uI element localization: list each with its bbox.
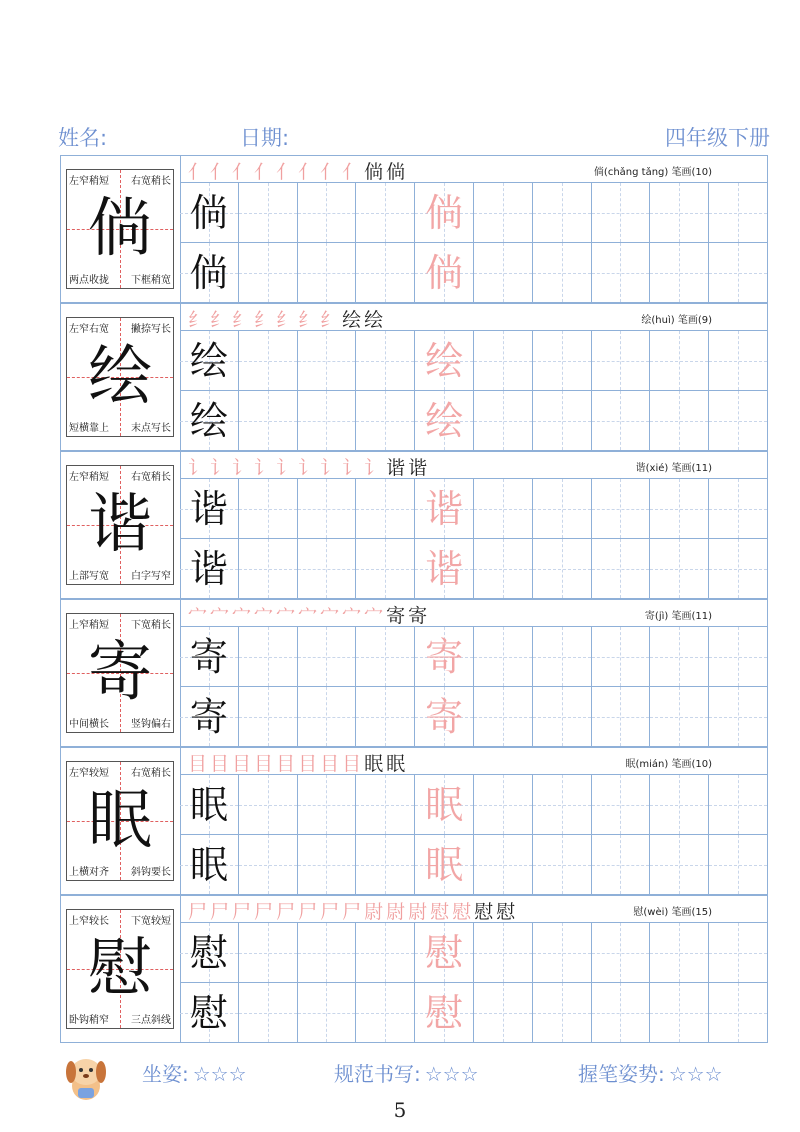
writing-tip: 斜钩要长 [131, 863, 171, 878]
stroke-step: 宀 [364, 605, 387, 627]
stroke-order-row [180, 895, 768, 923]
writing-cell[interactable] [239, 331, 298, 391]
writing-cell[interactable] [533, 687, 592, 747]
trace-character: 绘 [425, 399, 464, 443]
writing-cell[interactable] [356, 835, 415, 895]
practice-block [60, 155, 768, 303]
writing-cell[interactable] [180, 923, 239, 983]
model-character: 眠 [88, 784, 152, 858]
writing-cell[interactable] [533, 983, 592, 1043]
writing-cell[interactable] [356, 775, 415, 835]
writing-cell[interactable] [592, 983, 651, 1043]
writing-cell[interactable] [709, 627, 768, 687]
writing-cell[interactable] [239, 983, 298, 1043]
writing-cell[interactable] [298, 391, 357, 451]
writing-cell[interactable] [650, 923, 709, 983]
writing-tip: 右宽稍长 [131, 172, 171, 187]
writing-cell[interactable] [709, 835, 768, 895]
writing-cell[interactable] [356, 983, 415, 1043]
writing-cell[interactable] [474, 923, 533, 983]
stroke-step: 亻 [188, 161, 211, 183]
writing-cell[interactable] [592, 539, 651, 599]
writing-cell[interactable] [356, 479, 415, 539]
stroke-step: 纟 [298, 309, 321, 331]
grade-label: 四年级下册 [665, 126, 770, 150]
writing-tip: 两点收拢 [69, 271, 109, 286]
stroke-step: 亻 [254, 161, 277, 183]
writing-cell[interactable] [180, 687, 239, 747]
writing-cell[interactable] [533, 479, 592, 539]
stroke-step: 纟 [188, 309, 211, 331]
sample-character: 谐 [189, 487, 228, 531]
writing-cell[interactable] [180, 183, 239, 243]
stroke-step: 尸 [342, 901, 365, 923]
stroke-step: 眠 [364, 753, 387, 775]
stroke-step: 尸 [320, 901, 343, 923]
model-character: 谐 [88, 488, 152, 562]
date-label: 日期: [240, 126, 290, 150]
writing-cell[interactable] [533, 183, 592, 243]
writing-cell[interactable] [709, 391, 768, 451]
trace-character: 谐 [425, 487, 464, 531]
writing-cell[interactable] [592, 923, 651, 983]
practice-grid [180, 331, 768, 451]
writing-cell[interactable] [533, 835, 592, 895]
stroke-step: 寄 [386, 605, 409, 627]
writing-cell[interactable] [592, 627, 651, 687]
writing-cell[interactable] [356, 539, 415, 599]
writing-tip: 左窄稍短 [69, 172, 109, 187]
stroke-step: 亻 [298, 161, 321, 183]
writing-cell[interactable] [592, 479, 651, 539]
stroke-step: 讠 [276, 457, 299, 479]
writing-tip: 卧钩稍窄 [69, 1011, 109, 1026]
star-rating[interactable]: ☆☆☆ [424, 1062, 479, 1086]
sample-character: 绘 [189, 399, 228, 443]
stroke-step: 纟 [320, 309, 343, 331]
stroke-step: 亻 [232, 161, 255, 183]
writing-cell[interactable] [709, 687, 768, 747]
stroke-step: 慰 [452, 901, 475, 923]
stroke-step: 讠 [298, 457, 321, 479]
writing-cell[interactable] [474, 183, 533, 243]
writing-cell[interactable] [650, 687, 709, 747]
writing-cell[interactable] [650, 479, 709, 539]
writing-cell[interactable] [180, 331, 239, 391]
writing-tip: 竖钩偏右 [131, 715, 171, 730]
pinyin-stroke-info: 眠(mián) 笔画(10) [625, 759, 712, 770]
stroke-step: 纟 [232, 309, 255, 331]
writing-cell[interactable] [356, 243, 415, 303]
stroke-step: 尸 [276, 901, 299, 923]
writing-cell[interactable] [533, 391, 592, 451]
practice-grid [180, 627, 768, 747]
stroke-step: 纟 [276, 309, 299, 331]
writing-cell[interactable] [709, 243, 768, 303]
trace-character: 倘 [425, 191, 464, 235]
writing-tip: 左窄右宽 [69, 320, 109, 335]
writing-cell[interactable] [592, 331, 651, 391]
writing-cell[interactable] [356, 183, 415, 243]
stroke-step: 谐 [386, 457, 409, 479]
writing-cell[interactable] [239, 923, 298, 983]
writing-cell[interactable] [474, 391, 533, 451]
rating-writing: 规范书写: ☆☆☆ [334, 1062, 479, 1086]
writing-cell[interactable] [415, 983, 474, 1043]
writing-cell[interactable] [592, 775, 651, 835]
writing-cell[interactable] [239, 183, 298, 243]
stroke-order-row [180, 747, 768, 775]
writing-cell[interactable] [180, 391, 239, 451]
writing-cell[interactable] [239, 775, 298, 835]
pinyin-stroke-info: 谐(xié) 笔画(11) [635, 463, 712, 474]
stroke-step: 宀 [320, 605, 343, 627]
writing-tip: 短横靠上 [69, 419, 109, 434]
stroke-order-row [180, 599, 768, 627]
pinyin-stroke-info: 绘(huì) 笔画(9) [641, 315, 712, 326]
stroke-step: 讠 [188, 457, 211, 479]
sample-character: 寄 [189, 695, 228, 739]
writing-tip: 末点写长 [131, 419, 171, 434]
stroke-step: 目 [342, 753, 365, 775]
writing-cell[interactable] [592, 183, 651, 243]
writing-cell[interactable] [474, 627, 533, 687]
sample-character: 倘 [189, 191, 228, 235]
writing-tip: 下宽稍长 [131, 616, 171, 631]
puppy-mascot-icon [58, 1048, 114, 1104]
stroke-step: 亻 [276, 161, 299, 183]
writing-cell[interactable] [533, 923, 592, 983]
rating-grip: 握笔姿势: ☆☆☆ [578, 1062, 723, 1086]
model-character: 倘 [88, 192, 152, 266]
stroke-step: 讠 [254, 457, 277, 479]
writing-cell[interactable] [415, 687, 474, 747]
footer [0, 1058, 800, 1098]
writing-tip: 下框稍宽 [131, 271, 171, 286]
writing-cell[interactable] [239, 687, 298, 747]
stroke-step: 谐 [408, 457, 431, 479]
writing-cell[interactable] [650, 983, 709, 1043]
writing-cell[interactable] [533, 331, 592, 391]
writing-cell[interactable] [298, 183, 357, 243]
stroke-step: 讠 [320, 457, 343, 479]
sample-character: 慰 [189, 991, 228, 1035]
stroke-step: 亻 [210, 161, 233, 183]
stroke-step: 目 [210, 753, 233, 775]
stroke-step: 宀 [188, 605, 211, 627]
writing-cell[interactable] [180, 983, 239, 1043]
stroke-step: 宀 [232, 605, 255, 627]
writing-cell[interactable] [474, 983, 533, 1043]
stroke-step: 目 [254, 753, 277, 775]
writing-cell[interactable] [415, 627, 474, 687]
writing-cell[interactable] [415, 835, 474, 895]
practice-grid [180, 775, 768, 895]
stroke-step: 目 [276, 753, 299, 775]
name-label: 姓名: [58, 126, 108, 150]
writing-cell[interactable] [298, 243, 357, 303]
stroke-step: 亻 [320, 161, 343, 183]
writing-cell[interactable] [709, 479, 768, 539]
writing-cell[interactable] [298, 775, 357, 835]
writing-cell[interactable] [474, 687, 533, 747]
writing-cell[interactable] [415, 243, 474, 303]
writing-cell[interactable] [592, 391, 651, 451]
writing-cell[interactable] [709, 775, 768, 835]
practice-grid [180, 479, 768, 599]
stroke-step: 纟 [210, 309, 233, 331]
writing-cell[interactable] [298, 923, 357, 983]
writing-cell[interactable] [533, 775, 592, 835]
writing-cell[interactable] [180, 539, 239, 599]
writing-tip: 上横对齐 [69, 863, 109, 878]
stroke-step: 宀 [298, 605, 321, 627]
model-character-box [66, 613, 174, 733]
model-character-box [66, 169, 174, 289]
writing-cell[interactable] [356, 331, 415, 391]
writing-cell[interactable] [180, 835, 239, 895]
model-character: 寄 [88, 636, 152, 710]
rating-posture: 坐姿: ☆☆☆ [142, 1062, 247, 1086]
stroke-step: 慰 [496, 901, 519, 923]
stroke-step: 宀 [276, 605, 299, 627]
writing-tip: 上部写宽 [69, 567, 109, 582]
page-number: 5 [393, 1098, 407, 1122]
writing-cell[interactable] [709, 183, 768, 243]
trace-character: 眠 [425, 783, 464, 827]
writing-cell[interactable] [298, 627, 357, 687]
trace-character: 谐 [425, 547, 464, 591]
writing-cell[interactable] [415, 775, 474, 835]
writing-tip: 白字写窄 [131, 567, 171, 582]
writing-cell[interactable] [592, 243, 651, 303]
writing-cell[interactable] [709, 331, 768, 391]
writing-cell[interactable] [415, 479, 474, 539]
pinyin-stroke-info: 倘(chǎng tǎng) 笔画(10) [593, 167, 712, 178]
practice-block [60, 747, 768, 895]
stroke-step: 讠 [232, 457, 255, 479]
writing-cell[interactable] [474, 775, 533, 835]
practice-block [60, 599, 768, 747]
stroke-step: 尸 [232, 901, 255, 923]
writing-cell[interactable] [592, 835, 651, 895]
writing-cell[interactable] [298, 835, 357, 895]
writing-cell[interactable] [356, 391, 415, 451]
model-character-box [66, 465, 174, 585]
writing-cell[interactable] [474, 331, 533, 391]
writing-cell[interactable] [356, 923, 415, 983]
writing-cell[interactable] [298, 479, 357, 539]
practice-block [60, 895, 768, 1043]
stroke-step: 讠 [342, 457, 365, 479]
writing-tip: 上窄较长 [69, 912, 109, 927]
writing-cell[interactable] [356, 687, 415, 747]
model-character-box [66, 909, 174, 1029]
stroke-step: 尸 [210, 901, 233, 923]
trace-character: 寄 [425, 695, 464, 739]
writing-cell[interactable] [415, 183, 474, 243]
pinyin-stroke-info: 寄(jì) 笔画(11) [644, 611, 712, 622]
writing-cell[interactable] [650, 183, 709, 243]
writing-tip: 下宽较短 [131, 912, 171, 927]
stroke-step: 慰 [430, 901, 453, 923]
stroke-step: 目 [188, 753, 211, 775]
writing-cell[interactable] [415, 923, 474, 983]
writing-cell[interactable] [415, 331, 474, 391]
model-character: 慰 [88, 932, 152, 1006]
stroke-step: 尸 [188, 901, 211, 923]
writing-cell[interactable] [650, 243, 709, 303]
writing-cell[interactable] [415, 539, 474, 599]
stroke-step: 宀 [254, 605, 277, 627]
stroke-step: 绘 [364, 309, 387, 331]
writing-cell[interactable] [239, 243, 298, 303]
practice-grid [180, 923, 768, 1043]
writing-cell[interactable] [239, 391, 298, 451]
stroke-step: 尉 [364, 901, 387, 923]
writing-cell[interactable] [180, 775, 239, 835]
writing-cell[interactable] [298, 331, 357, 391]
writing-cell[interactable] [239, 539, 298, 599]
trace-character: 绘 [425, 339, 464, 383]
trace-character: 倘 [425, 251, 464, 295]
writing-cell[interactable] [533, 539, 592, 599]
writing-cell[interactable] [180, 243, 239, 303]
writing-tip: 左窄较短 [69, 764, 109, 779]
practice-grid [180, 183, 768, 303]
writing-cell[interactable] [474, 835, 533, 895]
stroke-step: 尸 [298, 901, 321, 923]
writing-tip: 右宽稍长 [131, 468, 171, 483]
stroke-step: 纟 [254, 309, 277, 331]
star-rating[interactable]: ☆☆☆ [192, 1062, 247, 1086]
model-character-box [66, 317, 174, 437]
stroke-step: 慰 [474, 901, 497, 923]
practice-block [60, 303, 768, 451]
stroke-step: 尉 [408, 901, 431, 923]
writing-tip: 右宽稍长 [131, 764, 171, 779]
writing-cell[interactable] [239, 835, 298, 895]
trace-character: 慰 [425, 991, 464, 1035]
writing-cell[interactable] [533, 627, 592, 687]
writing-cell[interactable] [239, 627, 298, 687]
sample-character: 眠 [189, 783, 228, 827]
writing-cell[interactable] [650, 775, 709, 835]
writing-tip: 撇捺写长 [131, 320, 171, 335]
writing-cell[interactable] [650, 835, 709, 895]
stroke-step: 讠 [364, 457, 387, 479]
writing-cell[interactable] [650, 331, 709, 391]
writing-cell[interactable] [474, 243, 533, 303]
writing-tip: 左窄稍短 [69, 468, 109, 483]
stroke-step: 目 [320, 753, 343, 775]
writing-cell[interactable] [239, 479, 298, 539]
sample-character: 慰 [189, 931, 228, 975]
stroke-step: 宀 [210, 605, 233, 627]
sample-character: 眠 [189, 843, 228, 887]
writing-cell[interactable] [709, 923, 768, 983]
writing-cell[interactable] [533, 243, 592, 303]
model-character-box [66, 761, 174, 881]
stroke-order-row [180, 303, 768, 331]
practice-block [60, 451, 768, 599]
stroke-step: 尸 [254, 901, 277, 923]
pinyin-stroke-info: 慰(wèi) 笔画(15) [633, 907, 712, 918]
writing-tip: 三点斜线 [131, 1011, 171, 1026]
sample-character: 谐 [189, 547, 228, 591]
star-rating[interactable]: ☆☆☆ [668, 1062, 723, 1086]
writing-cell[interactable] [180, 479, 239, 539]
model-character: 绘 [88, 340, 152, 414]
stroke-step: 眠 [386, 753, 409, 775]
stroke-step: 绘 [342, 309, 365, 331]
sample-character: 绘 [189, 339, 228, 383]
writing-cell[interactable] [298, 983, 357, 1043]
writing-cell[interactable] [474, 479, 533, 539]
writing-tip: 上窄稍短 [69, 616, 109, 631]
writing-cell[interactable] [709, 983, 768, 1043]
trace-character: 慰 [425, 931, 464, 975]
trace-character: 眠 [425, 843, 464, 887]
writing-cell[interactable] [474, 539, 533, 599]
writing-cell[interactable] [298, 687, 357, 747]
stroke-step: 讠 [210, 457, 233, 479]
stroke-step: 尉 [386, 901, 409, 923]
writing-cell[interactable] [415, 391, 474, 451]
stroke-step: 亻 [342, 161, 365, 183]
stroke-step: 目 [298, 753, 321, 775]
stroke-step: 倘 [364, 161, 387, 183]
writing-cell[interactable] [356, 627, 415, 687]
writing-tip: 中间横长 [69, 715, 109, 730]
sample-character: 寄 [189, 635, 228, 679]
stroke-step: 寄 [408, 605, 431, 627]
sample-character: 倘 [189, 251, 228, 295]
trace-character: 寄 [425, 635, 464, 679]
writing-cell[interactable] [180, 627, 239, 687]
writing-cell[interactable] [709, 539, 768, 599]
stroke-step: 倘 [386, 161, 409, 183]
writing-cell[interactable] [650, 391, 709, 451]
stroke-order-row [180, 155, 768, 183]
writing-cell[interactable] [592, 687, 651, 747]
writing-cell[interactable] [650, 539, 709, 599]
stroke-step: 宀 [342, 605, 365, 627]
writing-cell[interactable] [650, 627, 709, 687]
stroke-order-row [180, 451, 768, 479]
writing-cell[interactable] [298, 539, 357, 599]
stroke-step: 目 [232, 753, 255, 775]
